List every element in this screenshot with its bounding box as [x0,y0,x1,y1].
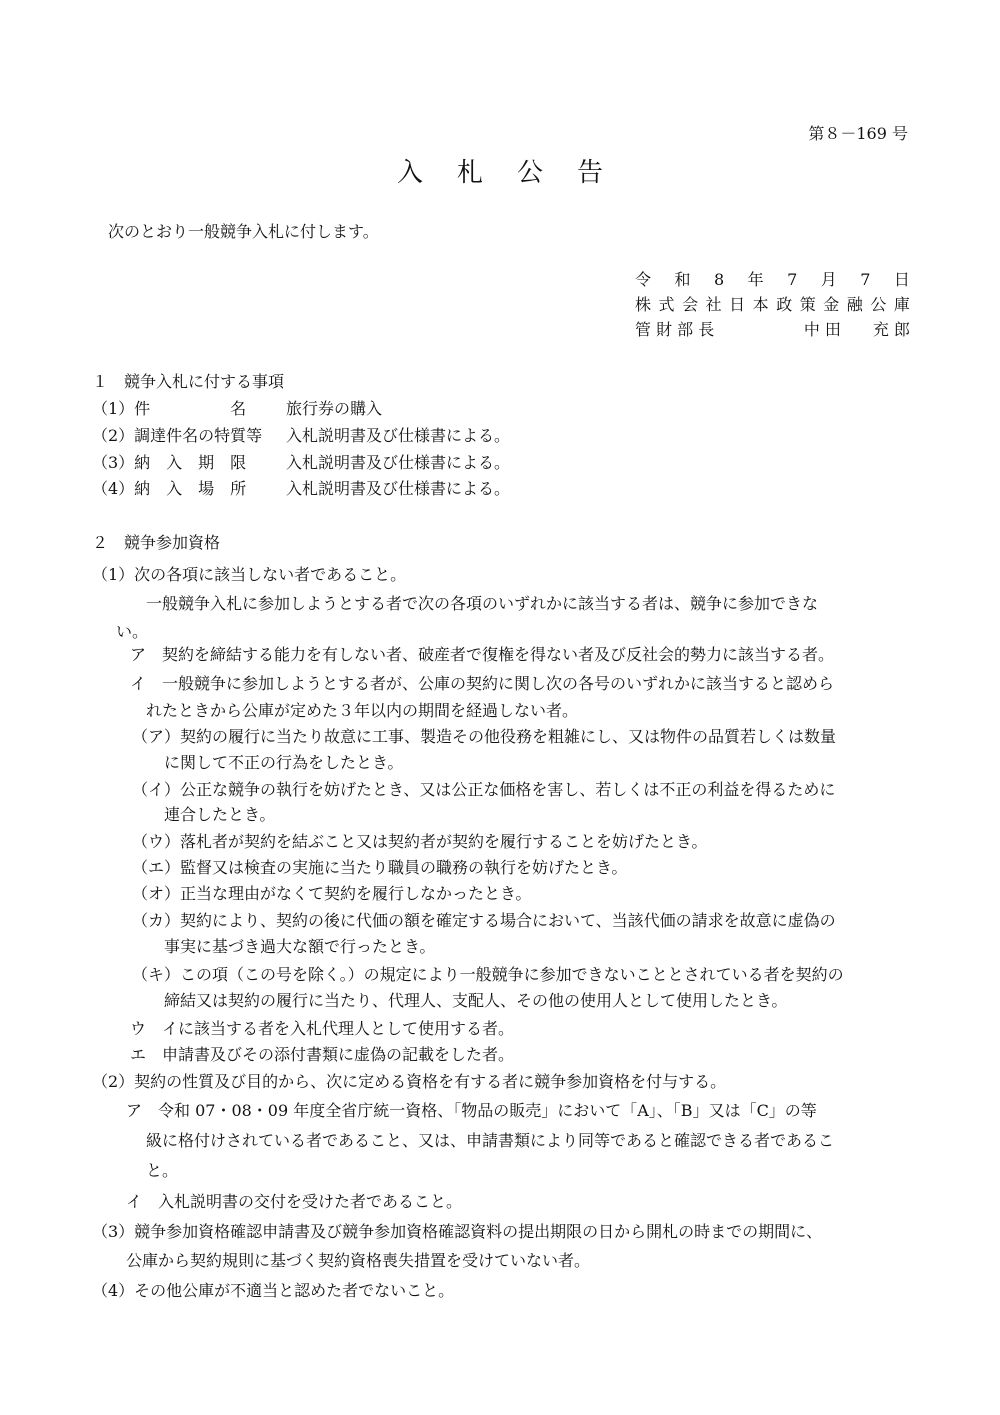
date-char: 8 [713,270,725,289]
title-char: 入 [396,158,423,188]
clause-4: （4）その他公庫が不適当と認めた者でないこと。 [92,1281,455,1300]
date-char: 7 [787,270,798,289]
sub-item-a-cont: に関して不正の行為をしたとき。 [164,753,404,772]
org-char: 日 [729,295,746,314]
section-1-heading: １ 競争入札に付する事項 [92,372,285,391]
sub-item-i-cont: 連合したとき。 [164,805,276,824]
title-char: 札 [456,158,483,188]
item-4-label: （4）納 入 場 所 [92,479,247,498]
clause-2-a-cont: 級に格付けされている者であること、又は、申請書類により同等であると確認できる者であるこ [146,1131,835,1150]
org-char: 庫 [893,295,910,314]
title-char: 告 [577,158,604,188]
item-4-value: 入札説明書及び仕様書による。 [286,479,511,498]
clause-2-i: イ 入札説明書の交付を受けた者であること。 [126,1192,463,1211]
item-2-label: （2）調達件名の特質等 [92,426,263,445]
section-2-heading: ２ 競争参加資格 [92,533,221,552]
item-2-value: 入札説明書及び仕様書による。 [286,426,511,445]
sub-item-ki: （キ）この項（この号を除く。）の規定により一般競争に参加できないこととされている者を契約の [132,965,844,984]
org-char: 社 [705,295,722,314]
sub-item-e: （エ）監督又は検査の実施に当たり職員の職務の執行を妨げたとき。 [132,858,628,877]
signatory-title: 管 財 部 長 [635,320,715,339]
notice-date [635,270,910,290]
org-char: 式 [658,295,675,314]
clause-2-a-cont-2: と。 [146,1161,179,1180]
date-char: 年 [747,270,764,289]
date-char: 令 [635,270,652,289]
item-3-label: （3）納 入 期 限 [92,453,247,472]
org-char: 公 [870,295,887,314]
item-1-value: 旅行券の購入 [286,399,383,418]
clause-1-body-cont: い。 [116,622,149,641]
signatory [635,320,910,340]
sub-item-o: （オ）正当な理由がなくて契約を履行しなかったとき。 [132,884,532,903]
date-char: 日 [893,270,910,289]
intro-text: 次のとおり一般競争入札に付します。 [108,222,379,241]
clause-2: （2）契約の性質及び目的から、次に定める資格を有する者に競争参加資格を付与する。 [92,1072,727,1091]
date-char: 和 [674,270,691,289]
sub-item-a: （ア）契約の履行に当たり故意に工事、製造その他役務を粗雑にし、又は物件の品質若しくは数量 [132,727,837,746]
org-char: 株 [635,295,652,314]
document-number: 第８－169 号 [808,124,908,143]
org-char: 金 [823,295,840,314]
date-char: 7 [860,270,871,289]
item-1-label: （1）件 名 [92,399,247,418]
title-char: 公 [517,158,544,188]
organization-name [635,295,910,315]
clause-1-i-cont: れたときから公庫が定めた３年以内の期間を経過しない者。 [146,701,579,720]
page-title [0,158,1000,188]
signatory-name: 中 田 充 郎 [803,320,910,339]
date-char: 月 [820,270,837,289]
sub-item-ka: （カ）契約により、契約の後に代価の額を確定する場合において、当該代価の請求を故意に虚偽の [132,911,836,930]
item-3-value: 入札説明書及び仕様書による。 [286,453,511,472]
sub-item-ki-cont: 締結又は契約の履行に当たり、代理人、支配人、その他の使用人として使用したとき。 [164,991,788,1010]
sub-item-i: （イ）公正な競争の執行を妨げたとき、又は公正な価格を害し、若しくは不正の利益を得るために [132,780,836,799]
clause-1: （1）次の各項に該当しない者であること。 [92,565,407,584]
sub-item-ka-cont: 事実に基づき過大な額で行ったとき。 [164,937,436,956]
clause-1-body: 一般競争入札に参加しようとする者で次の各項のいずれかに該当する者は、競争に参加できな [146,594,819,613]
org-char: 会 [682,295,699,314]
clause-3-cont: 公庫から契約規則に基づく契約資格喪失措置を受けていない者。 [126,1251,591,1270]
clause-3: （3）競争参加資格確認申請書及び競争参加資格確認資料の提出期限の日から開札の時までの期間に、 [92,1222,823,1241]
org-char: 政 [776,295,793,314]
clause-1-a: ア 契約を締結する能力を有しない者、破産者で復権を得ない者及び反社会的勢力に該当する者。 [130,645,835,664]
sub-item-u: （ウ）落札者が契約を結ぶこと又は契約者が契約を履行することを妨げたとき。 [132,832,708,851]
clause-1-e: エ 申請書及びその添付書類に虚偽の記載をした者。 [130,1045,515,1064]
clause-1-u: ウ イに該当する者を入札代理人として使用する者。 [130,1019,515,1038]
org-char: 本 [752,295,769,314]
clause-2-a: ア 令和 07・08・09 年度全省庁統一資格、「物品の販売」において「A」、「B」又は「C」の等 [126,1101,817,1120]
clause-1-i: イ 一般競争に参加しようとする者が、公庫の契約に関し次の各号のいずれかに該当すると認めら [130,674,835,693]
org-char: 融 [846,295,863,314]
org-char: 策 [799,295,816,314]
